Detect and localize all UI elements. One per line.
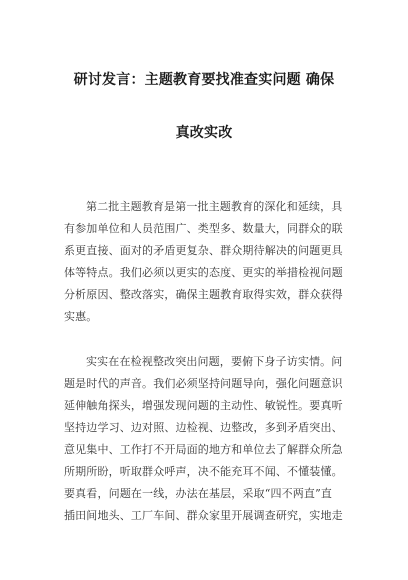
paragraph-line: 所期所盼，听取群众呼声，决不能充耳不闻、不懂装懂。 [64,465,343,478]
paragraph-line: 坚持边学习、边对照、边检视、边整改，多到矛盾突出、 [64,421,343,434]
paragraph-2 [64,351,346,527]
paragraph-1 [64,196,346,328]
document-title-line-1: 研讨发言：主题教育要找准查实问题 确保 [73,72,335,88]
paragraph-line: 系更直接、面对的矛盾更复杂、群众期待解决的问题更具 [64,244,343,257]
paragraph-line: 题是时代的声音。我们必须坚持问题导向，强化问题意识 [64,377,343,390]
paragraph-line: 实惠。 [64,310,98,323]
paragraph-line: 第二批主题教育是第一批主题教育的深化和延续，具 [86,200,343,213]
paragraph-line: 插田间地头、工厂车间、群众家里开展调查研究，实地走 [64,509,343,522]
paragraph-line: 要真看，问题在一线，办法在基层，采取“四不两直”直 [64,487,332,500]
paragraph-line: 意见集中、工作打不开局面的地方和单位去了解群众所急 [64,443,343,456]
paragraph-line: 体等特点。我们必须以更实的态度、更实的举措检视问题 [64,266,343,279]
document-title-line-2: 真改实改 [175,125,233,141]
paragraph-line: 分析原因、整改落实，确保主题教育取得实效，群众获得 [64,288,343,301]
paragraph-line: 有参加单位和人员范围广、类型多、数量大，同群众的联 [64,222,343,235]
paragraph-line: 实实在在检视整改突出问题，要俯下身子访实情。问 [86,355,343,368]
paragraph-line: 延伸触角探头，增强发现问题的主动性、敏锐性。要真听 [64,399,343,412]
